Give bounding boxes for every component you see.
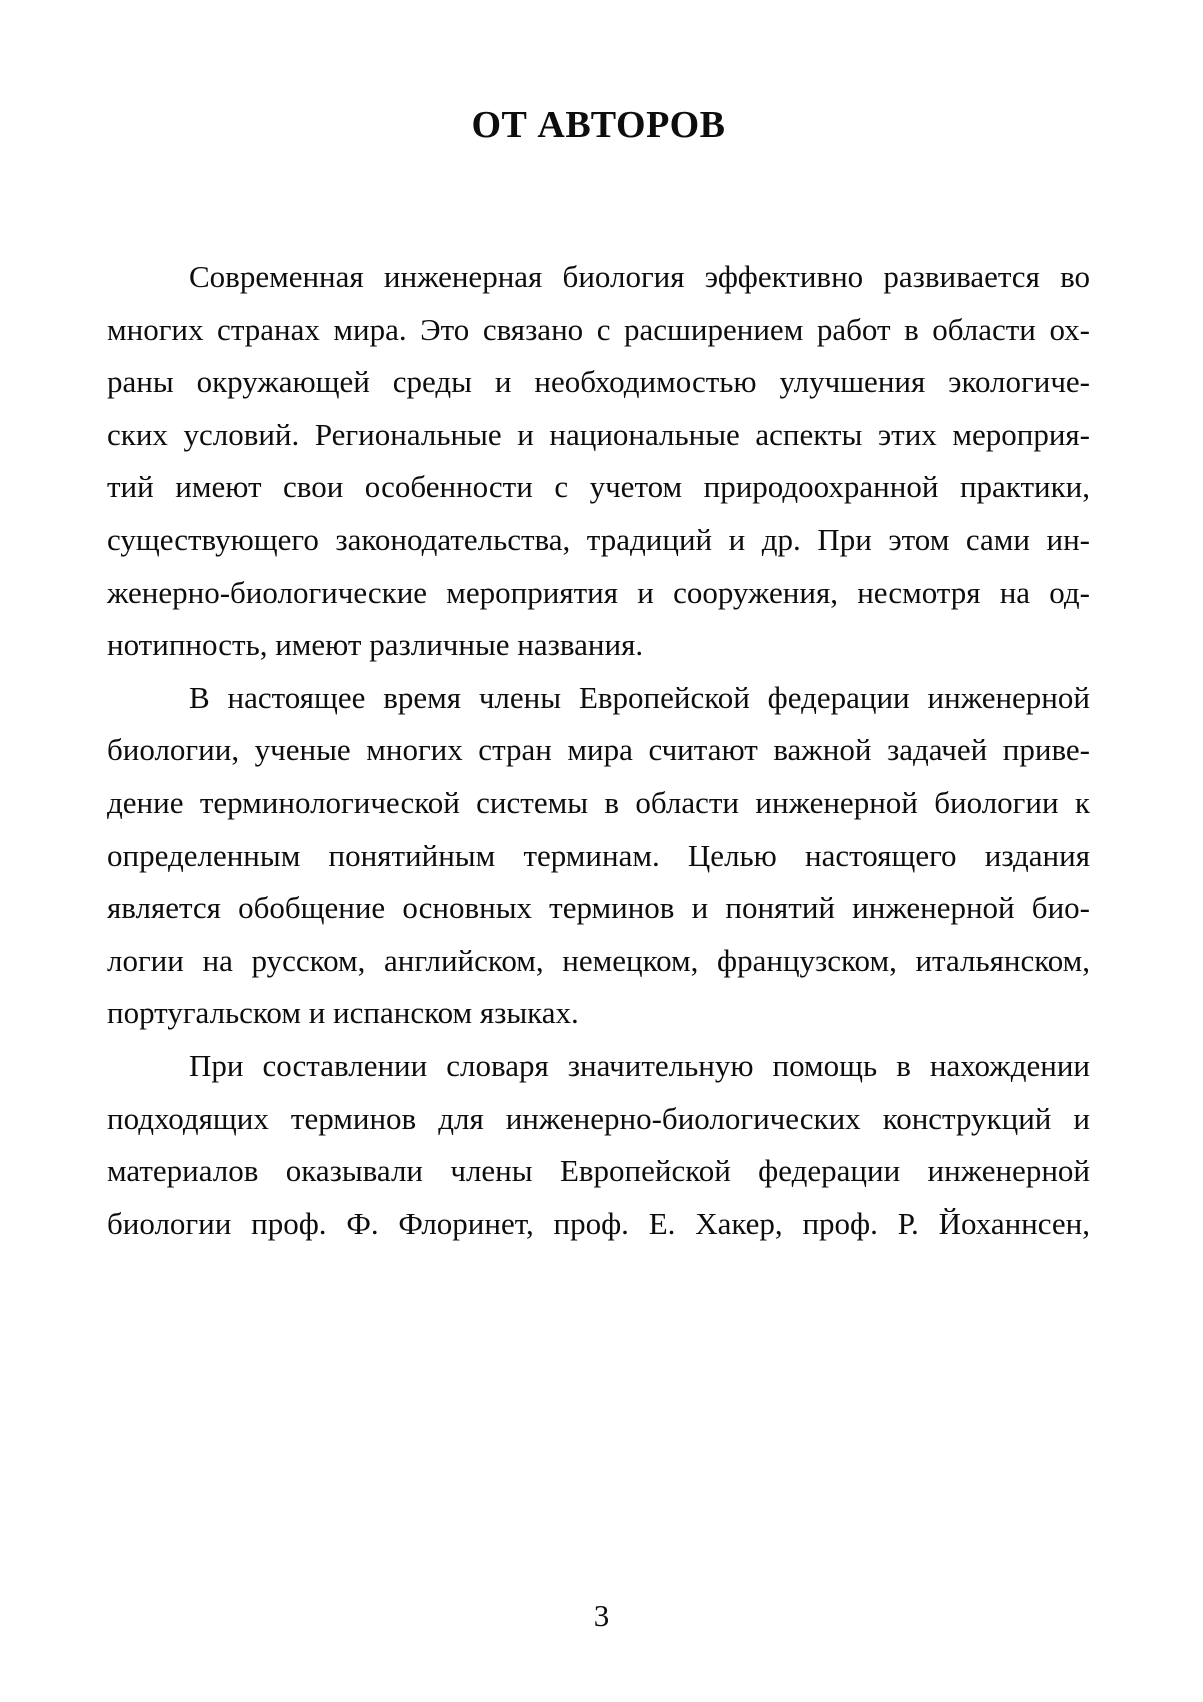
text-line: женерно-биологические мероприятия и сооружения, несмотря на од-	[107, 574, 1090, 610]
text-line: раны окружающей среды и необходимостью улучшения экологиче-	[107, 364, 1090, 400]
page-number: 3	[593, 1598, 610, 1633]
text-line: биологии проф. Ф. Флоринет, проф. Е. Хакер, проф. Р. Йоханнсен,	[107, 1205, 1090, 1241]
text-line: подходящих терминов для инженерно-биологических конструкций и	[107, 1100, 1090, 1136]
text-line: При составлении словаря значительную помощь в нахождении	[189, 1047, 1090, 1083]
text-line: многих странах мира. Это связано с расширением работ в области ох-	[107, 311, 1090, 347]
text-line: нотипность, имеют различные названия.	[107, 627, 644, 663]
text-line: существующего законодательства, традиций и др. При этом сами ин-	[107, 521, 1090, 557]
text-line: тий имеют свои особенности с учетом природоохранной практики,	[107, 469, 1090, 505]
text-line: дение терминологической системы в области инженерной биологии к	[107, 784, 1090, 820]
body-text	[107, 251, 1090, 1250]
text-line: материалов оказывали члены Европейской федерации инженерной	[107, 1153, 1090, 1189]
text-line: является обобщение основных терминов и понятий инженерной био-	[107, 890, 1090, 926]
paragraph	[107, 672, 1090, 1040]
page-title: ОТ АВТОРОВ	[471, 104, 726, 146]
text-line: биологии, ученые многих стран мира считают важной задачей приве-	[107, 732, 1090, 768]
text-line: ских условий. Региональные и национальные аспекты этих мероприя-	[107, 416, 1090, 452]
paragraph	[107, 1040, 1090, 1250]
text-line: логии на русском, английском, немецком, французском, итальянском,	[107, 942, 1090, 978]
paragraph	[107, 251, 1090, 672]
text-line: Современная инженерная биология эффективно развивается во	[189, 259, 1090, 294]
text-line: В настоящее время члены Европейской федерации инженерной	[189, 679, 1090, 715]
text-line: португальском и испанском языках.	[107, 995, 579, 1031]
text-line: определенным понятийным терминам. Целью настоящего издания	[107, 837, 1090, 873]
